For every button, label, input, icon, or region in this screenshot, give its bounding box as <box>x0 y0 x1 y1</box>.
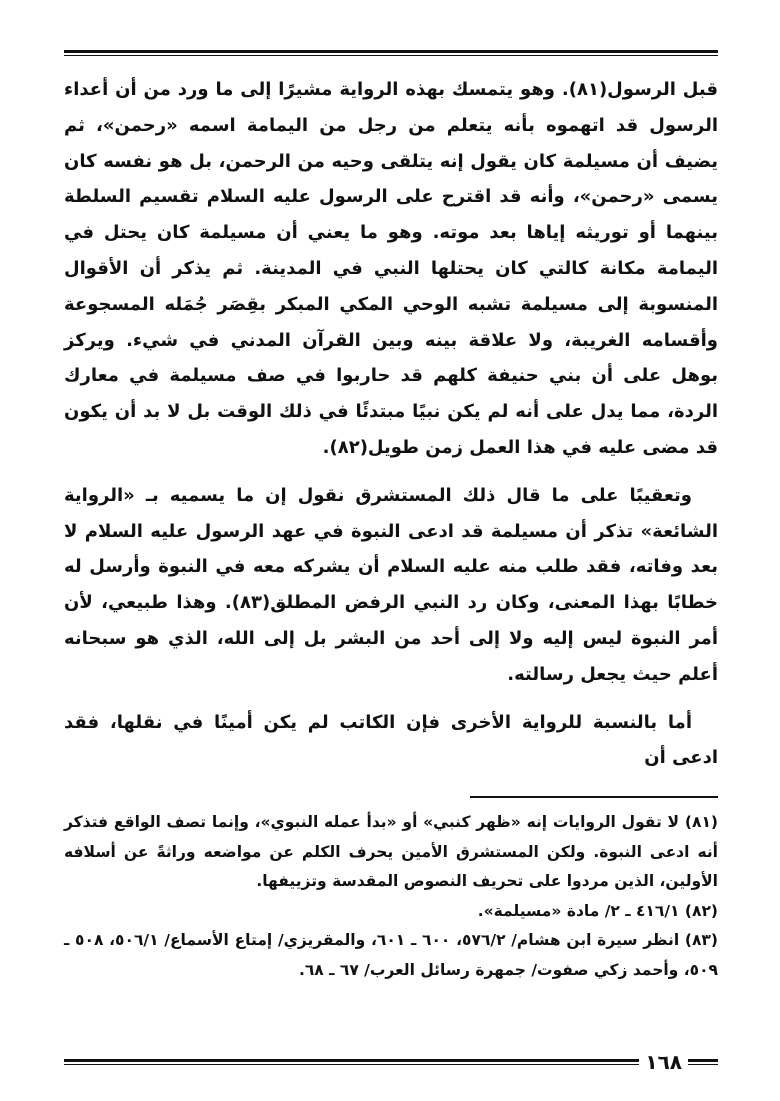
main-text <box>64 72 718 776</box>
footer <box>64 1052 718 1072</box>
footnote-81 <box>64 808 718 897</box>
page-number: ١٦٨ <box>645 1050 682 1074</box>
footer-rule-right <box>688 1059 718 1065</box>
footnote-number: (٨١) <box>684 813 718 831</box>
paragraph-2: وتعقيبًا على ما قال ذلك المستشرق نقول إن ما يسميه بـ «الرواية الشائعة» تذكر أن مسيلمة قد ادعى النبوة في عهد الرسول عليه السلام لا بعد وفاته، فقد طلب منه عليه السلام أن يشركه معه في النبوة وأرسل له خطابًا بهذا المعنى، وكان رد النبي الرفض المطلق(٨٣). وهذا طبيعي، لأن أمر النبوة ليس إليه ولا إلى أحد من البشر بل إلى الله، الذي هو سبحانه أعلم حيث يجعل رسالته. <box>64 484 718 685</box>
footnote-text: ٤١٦/١ ـ ٢/ مادة «مسيلمة». <box>477 901 680 920</box>
footer-rule-left <box>64 1059 639 1065</box>
footnote-number: (٨٣) <box>684 931 718 949</box>
footnote-82 <box>64 897 718 927</box>
footnote-number: (٨٢) <box>684 901 718 920</box>
footnote-separator <box>470 796 718 798</box>
footnote-text: انظر سيرة ابن هشام/ ٥٧٦/٢، ٦٠٠ ـ ٦٠١، والمقريزي/ إمتاع الأسماع/ ٥٠٦/١، ٥٠٨ ـ ٥٠٩، وأحمد زكي صفوت/ جمهرة رسائل العرب/ ٦٧ ـ ٦٨. <box>64 931 718 979</box>
footnote-text: لا تقول الروايات إنه «ظهر كنبي» أو «بدأ عمله النبوي»، وإنما تصف الواقع فتذكر أنه ادعى النبوة. ولكن المستشرق الأمين يحرف الكلم عن مواضعه وراثةً عن أسلافه الأولين، الذين مردوا على تحريف النصوص المقدسة وتزييفها. <box>64 813 718 890</box>
paragraph-1: قبل الرسول(٨١). وهو يتمسك بهذه الرواية مشيرًا إلى ما ورد من أن أعداء الرسول قد اتهموه بأنه يتعلم من رجل من اليمامة اسمه «رحمن»، ثم يضيف أن مسيلمة كان يقول إنه يتلقى وحيه من الرحمن، بل هو نفسه كان يسمى «رحمن»، وأنه قد اقترح على الرسول عليه السلام تقسيم السلطة بينهما أو توريثه إياها بعد موته. وهو ما يعني أن مسيلمة كان يحتل في اليمامة مكانة كالتي كان يحتلها النبي في المدينة. ثم يذكر أن الأقوال المنسوبة إلى مسيلمة تشبه الوحي المكي المبكر بقِصَر جُمَله المسجوعة وأقسامه الغريبة، ولا علاقة بينه وبين القرآن المدني في شيء. ويركز بوهل على أن بني حنيفة كلهم قد حاربوا في صف مسيلمة في معارك الردة، مما يدل على أنه لم يكن نبيًا مبتدئًا في ذلك الوقت بل لا بد أن يكون قد مضى عليه في هذا العمل زمن طويل(٨٢). <box>64 79 718 458</box>
header-rule <box>64 50 718 56</box>
paragraph-3: أما بالنسبة للرواية الأخرى فإن الكاتب لم يكن أمينًا في نقلها، فقد ادعى أن <box>64 711 718 769</box>
footnotes <box>64 808 718 985</box>
footnote-83 <box>64 926 718 985</box>
